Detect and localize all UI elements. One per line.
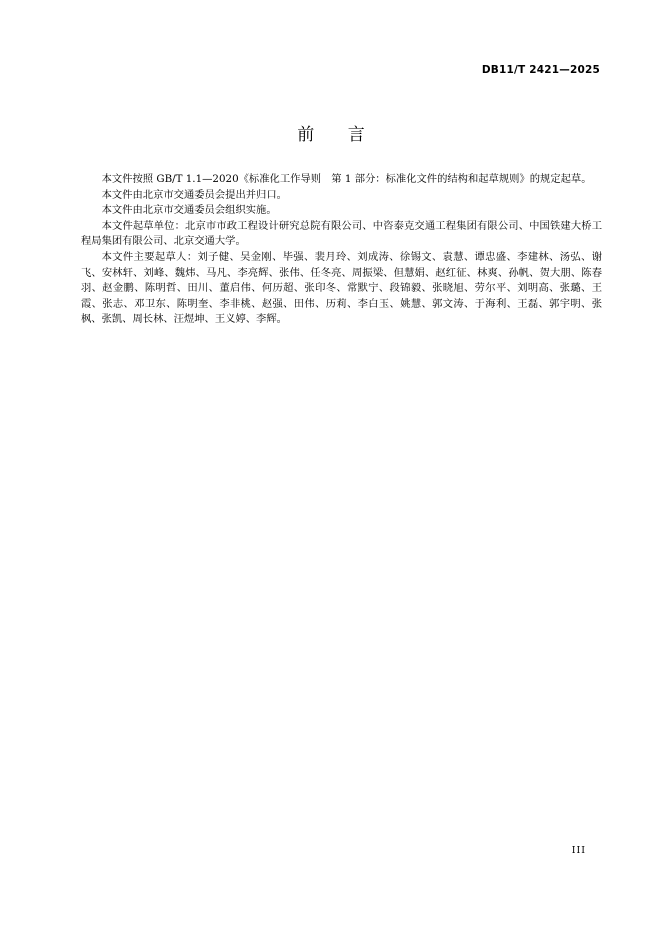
paragraph-drafting-basis: 本文件按照 GB/T 1.1—2020《标准化工作导则 第 1 部分：标准化文件的结构和起草规则》的规定起草。 [101,173,592,185]
paragraph-implementer: 本文件由北京市交通委员会组织实施。 [101,204,277,217]
paragraph-drafting-units: 本文件起草单位：北京市市政工程设计研究总院有限公司、中咨泰克交通工程集团有限公司、中国铁建大桥工程局集团有限公司、北京交通大学。 [81,219,602,248]
page-title: 前 言 [297,125,379,145]
paragraph-proposer: 本文件由北京市交通委员会提出并归口。 [101,188,287,201]
page-number: III [571,845,586,856]
document-code: DB11/T 2421—2025 [481,64,600,76]
paragraph-drafters: 本文件主要起草人：刘子健、吴金刚、毕强、裴月玲、刘成涛、徐锡文、袁慧、谭忠盛、李建林、汤弘、谢飞、安林轩、刘峰、魏炜、马凡、李亮辉、张伟、任冬亮、周振梁、但慧娟、赵红征、林爽、孙帆、贺大朋、陈春羽、赵金鹏、陈明哲、田川、董启伟、何历超、张印冬、常默宁、段锦毅、张晓旭、劳尔平、刘明高、张璐、王霞、张志、邓卫东、陈明奎、李非桃、赵强、田伟、历莉、李白玉、姚慧、郭文涛、于海利、王磊、郭宇明、张枫、张凯、周长林、汪煜坤、王义婷、李辉。 [81,250,602,326]
foreword-body [81,172,602,328]
